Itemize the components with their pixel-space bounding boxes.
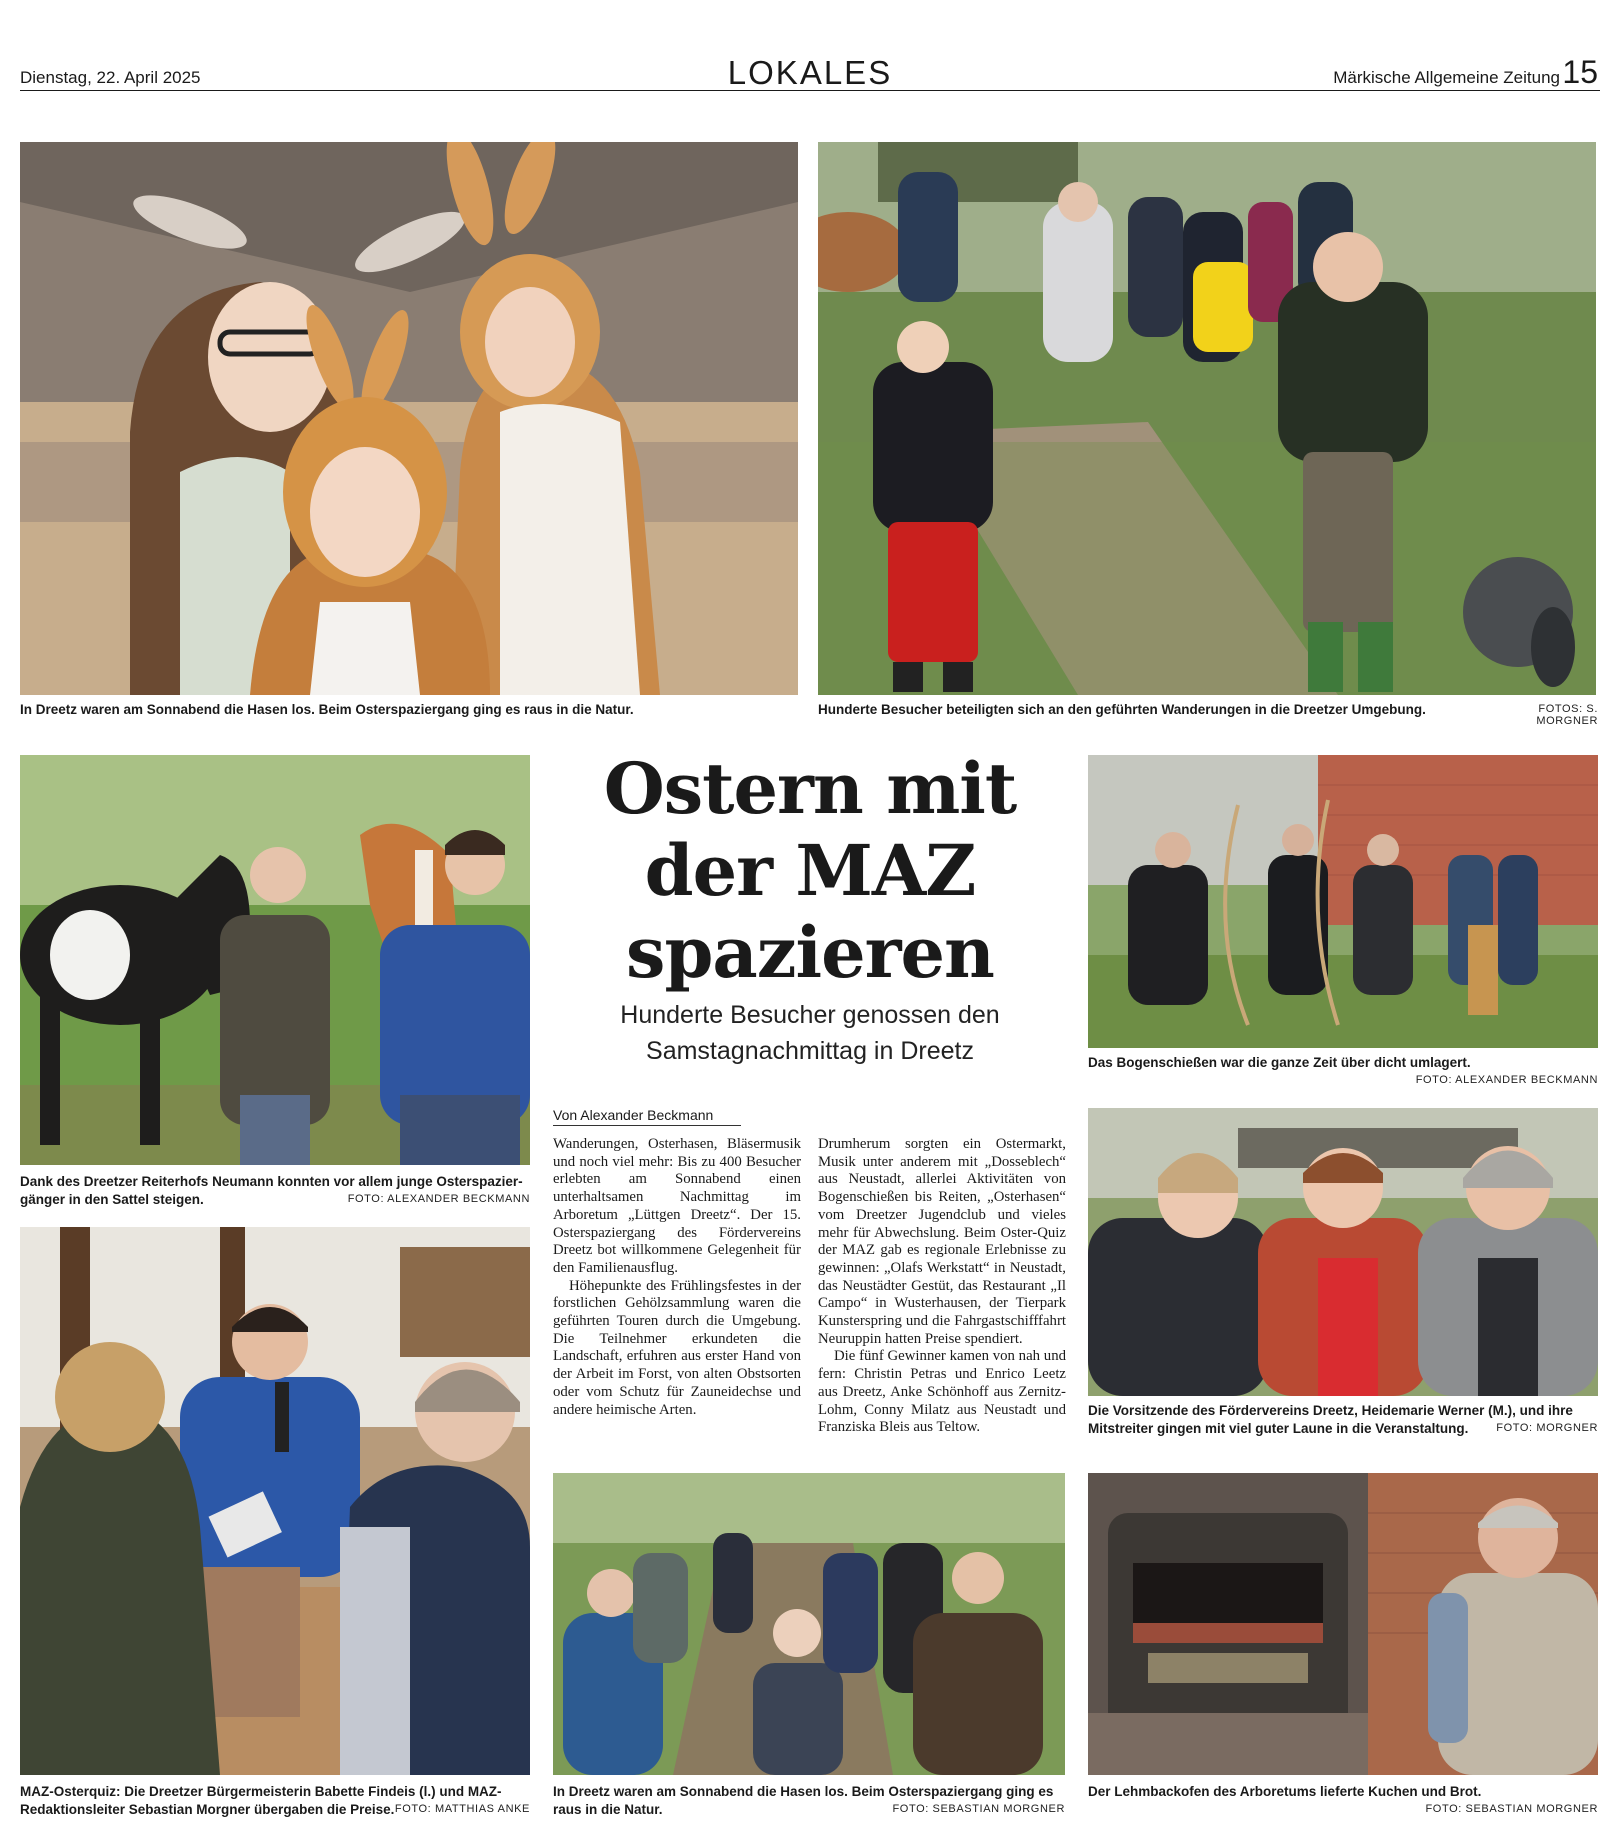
photo-easter-bunny-children [20,142,798,695]
photo-osterspaziergang-walkers [553,1473,1065,1775]
photo-reiterhof-horses [20,755,530,1165]
caption-reiterhof-line1: Dank des Dreetzer Reiterhofs Neumann konnten vor allem junge Osterspazier- [20,1174,523,1189]
caption-wanderung: Hunderte Besucher beteiligten sich an den geführten Wanderungen in die Dreetzer Umgebung. [818,702,1426,717]
caption-spaziergang-line1: In Dreetz waren am Sonnabend die Hasen los. Beim Osterspaziergang ging es [553,1784,1054,1799]
headline-line2: der MAZ [644,829,976,912]
photo-lehmbackofen [1088,1473,1598,1775]
photo-guided-hike [818,142,1596,695]
newspaper-name: Märkische Allgemeine Zeitung [1333,68,1560,87]
caption-vorsitzende-line2: Mitstreiter gingen mit viel guter Laune in die Veranstaltung. [1088,1421,1469,1436]
article-subhead [555,997,1065,1069]
credit-reiterhof: FOTO: ALEXANDER BECKMANN [347,1193,530,1205]
credit-spaziergang: FOTO: SEBASTIAN MORGNER [892,1803,1065,1815]
subhead-line1: Hunderte Besucher genossen den [620,1001,1000,1029]
article-paragraph: Höhepunkte des Frühlingsfestes in der forstlichen Gehölzsammlung waren die geführten Touren durch die Umgebung. Die Teilnehmer erkundeten die Landschaft, erfuhren aus erster Hand von der Arbeit im Forst, von alten Obstsorten oder vom Schutz für Zauneidechse und andere heimische Arten. [553,1277,801,1418]
caption-vorsitzende-line1: Die Vorsitzende des Fördervereins Dreetz, Heidemarie Werner (M.), und ihre [1088,1403,1573,1418]
caption-reiterhof-line2: gänger in den Sattel steigen. [20,1192,204,1207]
caption-hasen: In Dreetz waren am Sonnabend die Hasen los. Beim Osterspaziergang ging es raus in die Natur. [20,702,634,717]
headline-line3: spazieren [626,911,994,994]
masthead-rule [20,90,1600,91]
caption-backofen: Der Lehmbackofen des Arboretums lieferte Kuchen und Brot. [1088,1784,1482,1799]
article-column-2 [818,1136,1066,1437]
issue-date: Dienstag, 22. April 2025 [20,68,201,87]
credit-backofen: FOTO: SEBASTIAN MORGNER [1425,1803,1598,1815]
credit-quiz: FOTO: MATTHIAS ANKE [394,1803,530,1815]
article-headline [555,748,1065,994]
subhead-line2: Samstagnachmittag in Dreetz [646,1037,974,1065]
credit-bogenschiessen: FOTO: ALEXANDER BECKMANN [1415,1074,1598,1086]
article-paragraph: Die fünf Gewinner kamen von nah und fern: Christin Petras und Enrico Leetz aus Dreetz, Anke Schönhoff aus Zernitz-Lohm, Conny Milatz aus Neustadt und Franziska Bleis aus Teltow. [818,1348,1066,1436]
page-number: 15 [1562,54,1598,90]
caption-quiz-line2: Redaktionsleiter Sebastian Morgner übergaben die Preise. [20,1802,395,1817]
credit-wanderung: FOTOS: S. MORGNER [1536,703,1598,727]
photo-foerderverein-vorsitzende [1088,1108,1598,1396]
headline-line1: Ostern mit [603,747,1017,830]
caption-spaziergang-line2: raus in die Natur. [553,1802,663,1817]
article-column-1 [553,1136,801,1419]
article-paragraph: Wanderungen, Osterhasen, Bläsermusik und noch viel mehr: Bis zu 400 Besucher erlebten am Sonnabend einen unterhaltsamen Nachmittag im Arboretum „Lüttgen Dreetz“. Der 15. Osterspaziergang des Fördervereins Dreetz bot willkommene Gelegenheit für den Familienausflug. [553,1136,801,1276]
caption-bogenschiessen: Das Bogenschießen war die ganze Zeit über dicht umlagert. [1088,1055,1471,1070]
section-title: LOKALES [727,54,893,91]
article-byline: Von Alexander Beckmann [553,1107,741,1126]
credit-vorsitzende: FOTO: MORGNER [1496,1422,1598,1434]
caption-quiz-line1: MAZ-Osterquiz: Die Dreetzer Bürgermeisterin Babette Findeis (l.) und MAZ- [20,1784,502,1799]
article-paragraph: Drumherum sorgten ein Ostermarkt, Musik unter anderem mit „Dosseblech“ aus Neustadt, allerlei Aktivitäten von Bogenschießen bis Reiten, „Osterhasen“ vom Dreetzer Jugendclub und vieles mehr für Abwechslung. Beim Oster-Quiz der MAZ gab es regionale Erlebnisse zu gewinnen: „Olafs Werkstatt“ in Neustadt, das Neustädter Gestüt, das Restaurant „Il Campo“ in Wusterhausen, der Tierpark Kunsterspring und die Fahrgastschifffahrt Neuruppin hatten Preise spendiert. [818,1136,1066,1347]
photo-maz-osterquiz [20,1227,530,1775]
photo-bogenschiessen [1088,755,1598,1048]
